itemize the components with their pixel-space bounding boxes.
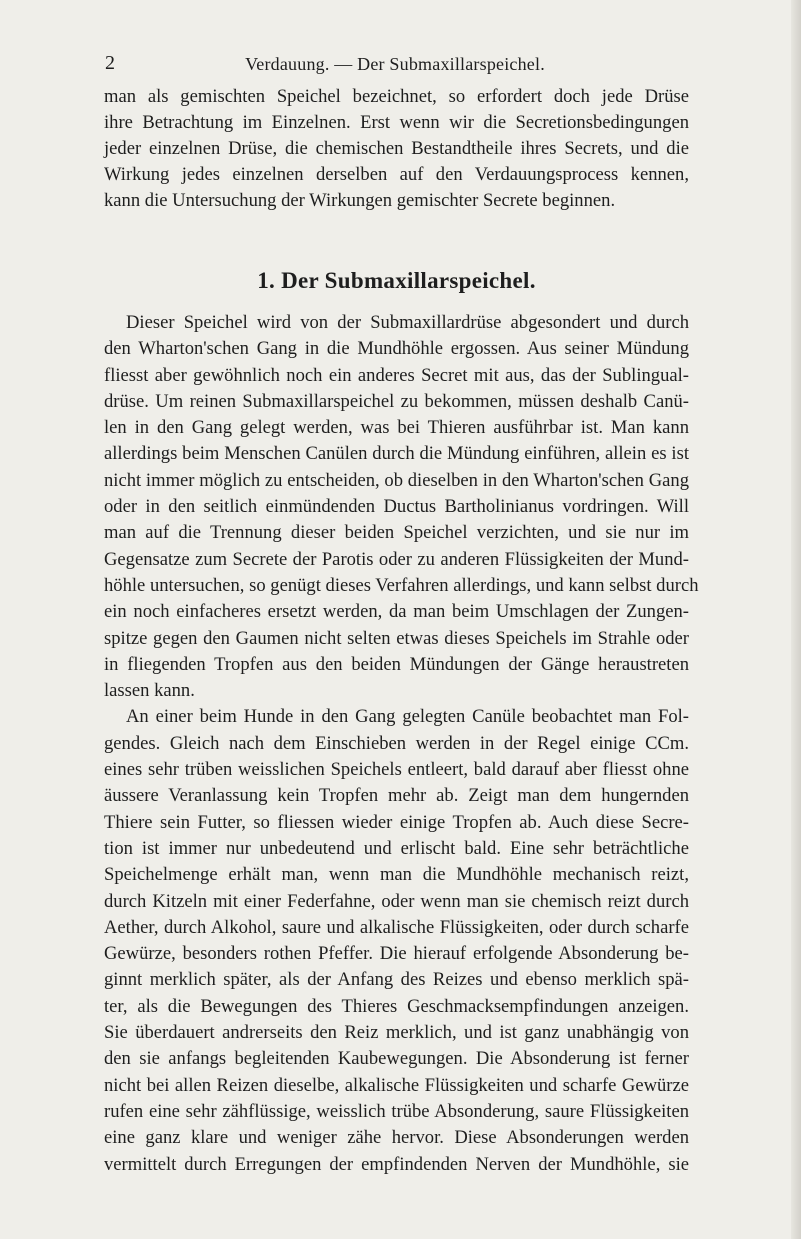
text-line: nicht bei allen Reizen dieselbe, alkalische Flüssigkeiten und scharfe Gewürze	[104, 1074, 689, 1096]
text-line: fliesst aber gewöhnlich noch ein anderes Secret mit aus, das der Sublingual-	[104, 364, 689, 386]
text-line: rufen eine sehr zähflüssige, weisslich trübe Absonderung, saure Flüssigkeiten	[104, 1100, 689, 1122]
text-line: allerdings beim Menschen Canülen durch die Mündung einführen, allein es ist	[104, 443, 689, 465]
text-line: tion ist immer nur unbedeutend und erlischt bald. Eine sehr beträchtliche	[104, 837, 689, 859]
text-line: jeder einzelnen Drüse, die chemischen Bestandtheile ihres Secrets, und die	[104, 138, 689, 159]
text-line: eines sehr trüben weisslichen Speichels entleert, bald darauf aber fliesst ohne	[104, 759, 689, 781]
text-line: vermittelt durch Erregungen der empfindenden Nerven der Mundhöhle, sie	[104, 1153, 689, 1175]
text-line: ein noch einfacheres ersetzt werden, da man beim Umschlagen der Zungen-	[104, 601, 689, 623]
text-line: Speichelmenge erhält man, wenn man die Mundhöhle mechanisch reizt,	[104, 864, 689, 886]
text-line: höhle untersuchen, so genügt dieses Verfahren allerdings, und kann selbst durch	[104, 574, 699, 596]
text-line: Gewürze, besonders rothen Pfeffer. Die hierauf erfolgende Absonderung be-	[104, 943, 689, 965]
text-line: An einer beim Hunde in den Gang gelegten Canüle beobachtet man Fol-	[126, 706, 689, 728]
text-line: Gegensatze zum Secrete der Parotis oder zu anderen Flüssigkeiten der Mund-	[104, 548, 689, 570]
text-line: nicht immer möglich zu entscheiden, ob dieselben in den Wharton'schen Gang	[104, 469, 689, 491]
text-line: den Wharton'schen Gang in die Mundhöhle ergossen. Aus seiner Mündung	[104, 338, 689, 360]
text-line: kann die Untersuchung der Wirkungen gemischter Secrete beginnen.	[104, 190, 616, 211]
text-line: Wirkung jedes einzelnen derselben auf den Verdauungsprocess kennen,	[104, 164, 689, 185]
text-line: den sie anfangs begleitenden Kaubewegungen. Die Absonderung ist ferner	[104, 1048, 689, 1070]
text-line: gendes. Gleich nach dem Einschieben werden in der Regel einige CCm.	[104, 732, 689, 754]
text-line: drüse. Um reinen Submaxillarspeichel zu bekommen, müssen deshalb Canü-	[104, 390, 689, 412]
text-line: len in den Gang gelegt werden, was bei Thieren ausführbar ist. Man kann	[104, 417, 689, 439]
text-line: Sie überdauert andrerseits den Reiz merklich, und ist ganz unabhängig von	[104, 1022, 689, 1044]
text-line: man als gemischten Speichel bezeichnet, so erfordert doch jede Drüse	[104, 86, 689, 107]
text-line: spitze gegen den Gaumen nicht selten etwas dieses Speichels im Strahle oder	[104, 627, 689, 649]
text-line: Aether, durch Alkohol, saure und alkalische Flüssigkeiten, oder durch scharfe	[104, 916, 689, 938]
text-line: oder in den seitlich einmündenden Ductus Bartholinianus vordringen. Will	[104, 496, 689, 518]
text-line: man auf die Trennung dieser beiden Speichel verzichten, und sie nur im	[104, 522, 689, 544]
text-line: in fliegenden Tropfen aus den beiden Mündungen der Gänge heraustreten	[104, 653, 689, 675]
section-body	[104, 310, 699, 1178]
text-line: eine ganz klare und weniger zähe hervor. Diese Absonderungen werden	[104, 1127, 689, 1149]
running-head: Verdauung. — Der Submaxillarspeichel.	[245, 54, 545, 74]
text-line: ihre Betrachtung im Einzelnen. Erst wenn wir die Secretionsbedingungen	[104, 112, 689, 133]
text-line: äussere Veranlassung kein Tropfen mehr ab. Zeigt man dem hungernden	[104, 785, 689, 807]
text-line: ter, als die Bewegungen des Thieres Geschmacksempfindungen anzeigen.	[104, 995, 689, 1017]
text-line: durch Kitzeln mit einer Federfahne, oder wenn man sie chemisch reizt durch	[104, 890, 689, 912]
page-number: 2	[105, 52, 115, 74]
text-line: Dieser Speichel wird von der Submaxillardrüse abgesondert und durch	[126, 312, 689, 333]
page-edge	[791, 0, 801, 1239]
intro-paragraph	[104, 84, 689, 214]
text-line: Thiere sein Futter, so fliessen wieder einige Tropfen ab. Auch diese Secre-	[104, 811, 689, 833]
section-heading: 1. Der Submaxillarspeichel.	[257, 268, 536, 293]
text-line: ginnt merklich später, als der Anfang des Reizes und ebenso merklich spä-	[104, 969, 689, 991]
page-header	[105, 52, 685, 78]
text-line: lassen kann.	[104, 680, 195, 702]
